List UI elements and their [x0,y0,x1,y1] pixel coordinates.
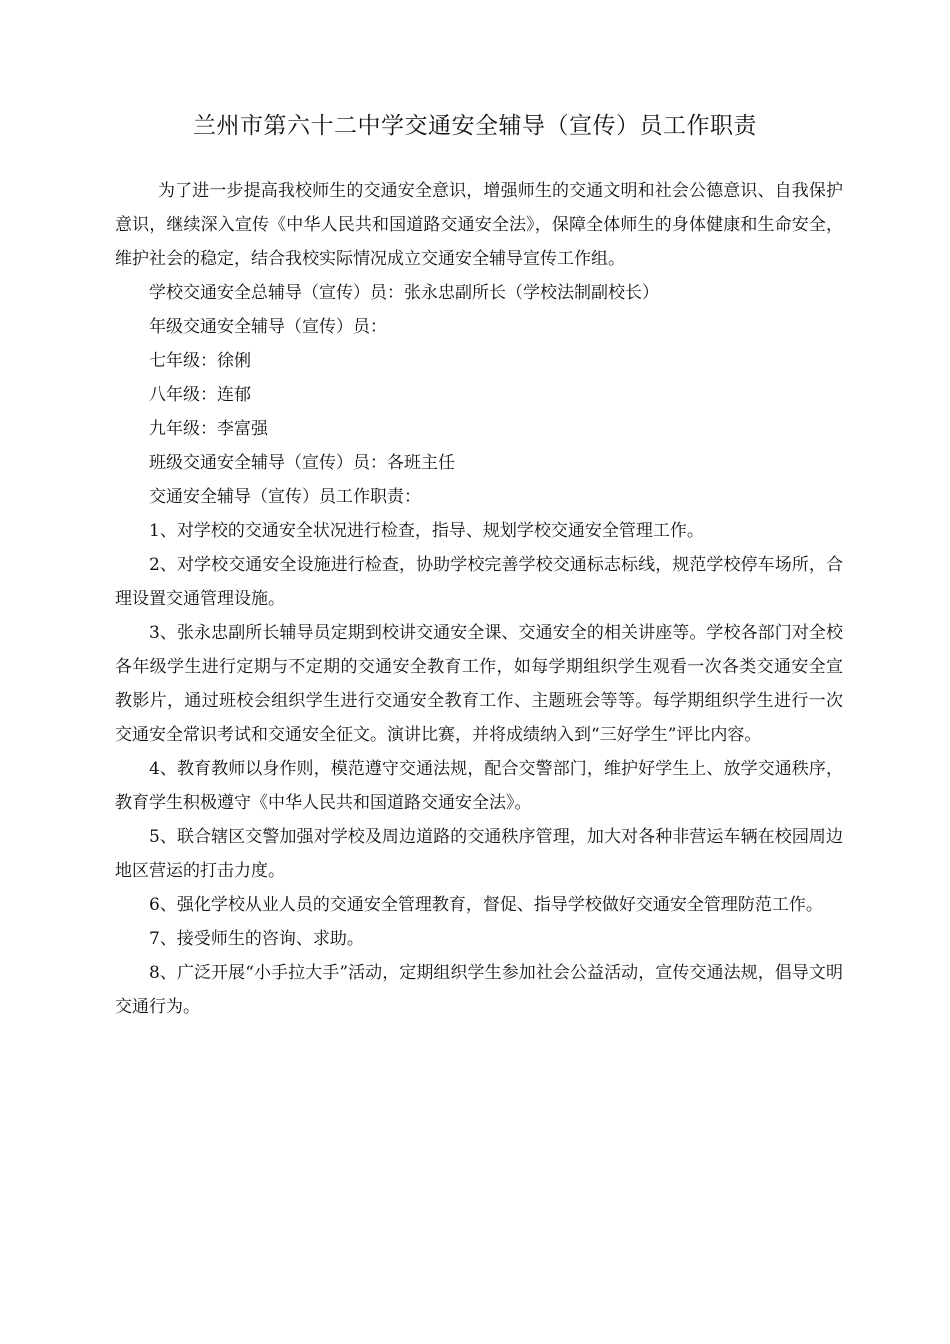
duty-item-7: 7、接受师生的咨询、求助。 [149,929,364,949]
duty-item-6: 6、强化学校从业人员的交通安全管理教育，督促、指导学校做好交通安全管理防范工作。 [149,895,823,915]
chief-counselor-line: 学校交通安全总辅导（宣传）员：张永忠副所长（学校法制副校长） [149,283,659,303]
grade-eight-line: 八年级：连郁 [149,385,251,405]
duties-heading: 交通安全辅导（宣传）员工作职责： [149,487,421,507]
duty-item-4: 4、教育教师以身作则，模范遵守交通法规，配合交警部门，维护好学生上、放学交通秩序，教育学生积极遵守《中华人民共和国道路交通安全法》。 [115,759,843,813]
grade-nine-line: 九年级：李富强 [149,419,268,439]
document-title: 兰州市第六十二中学交通安全辅导（宣传）员工作职责 [193,113,757,139]
document-body [115,174,843,1024]
duty-item-2: 2、对学校交通安全设施进行检查，协助学校完善学校交通标志标线，规范学校停车场所，合理设置交通管理设施。 [115,555,843,609]
duty-item-3: 3、张永忠副所长辅导员定期到校讲交通安全课、交通安全的相关讲座等。学校各部门对全校各年级学生进行定期与不定期的交通安全教育工作，如每学期组织学生观看一次各类交通安全宣教影片，通过班校会组织学生进行交通安全教育工作、主题班会等等。每学期组织学生进行一次交通安全常识考试和交通安全征文。演讲比赛，并将成绩纳入到“三好学生”评比内容。 [115,623,843,745]
duty-item-5: 5、联合辖区交警加强对学校及周边道路的交通秩序管理，加大对各种非营运车辆在校园周边地区营运的打击力度。 [115,827,843,881]
duty-item-1: 1、对学校的交通安全状况进行检查，指导、规划学校交通安全管理工作。 [149,521,704,541]
grade-seven-line: 七年级：徐俐 [149,351,251,371]
class-counselor-line: 班级交通安全辅导（宣传）员：各班主任 [149,453,455,473]
grade-counselor-heading: 年级交通安全辅导（宣传）员： [149,317,387,337]
duty-item-8: 8、广泛开展“小手拉大手”活动，定期组织学生参加社会公益活动，宣传交通法规，倡导文明交通行为。 [115,963,843,1017]
intro-paragraph: 为了进一步提高我校师生的交通安全意识，增强师生的交通文明和社会公德意识、自我保护意识，继续深入宣传《中华人民共和国道路交通安全法》，保障全体师生的身体健康和生命安全，维护社会的稳定，结合我校实际情况成立交通安全辅导宣传工作组。 [115,181,843,269]
